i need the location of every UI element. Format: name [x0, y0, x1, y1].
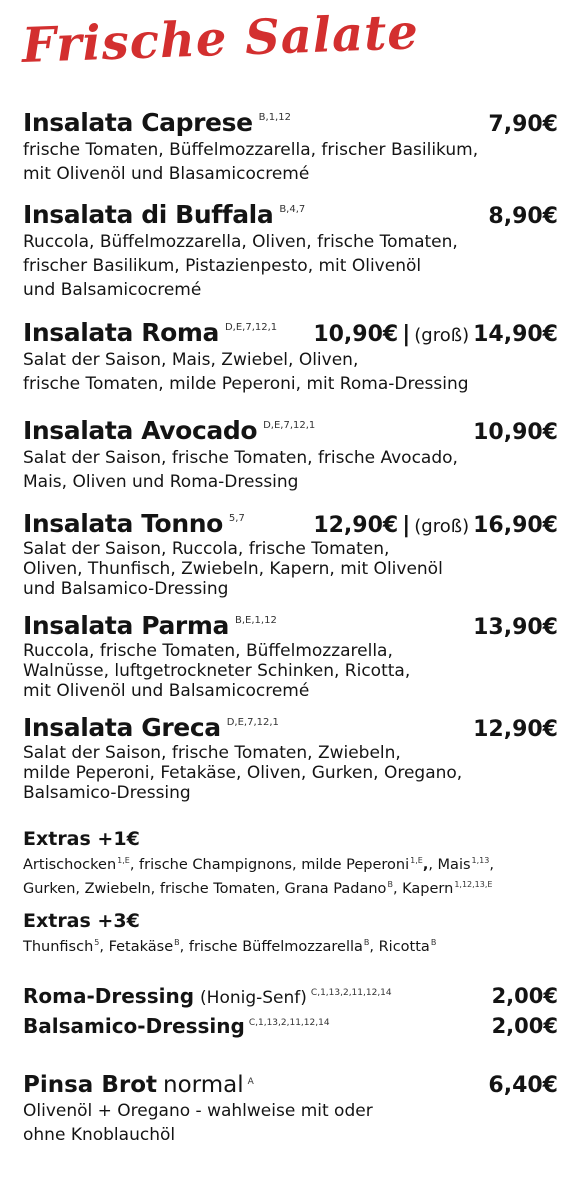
item-price: 8,90€: [488, 204, 558, 229]
item-name: Insalata Parma: [23, 611, 229, 640]
item-price: 10,90€: [473, 420, 558, 445]
item-variant: normal: [163, 1072, 244, 1098]
dressing-name: Roma-Dressing: [23, 984, 195, 1008]
allergen-codes: B,E,1,12: [235, 615, 277, 626]
menu-item-caprese: [23, 108, 558, 186]
dressing-price: 2,00€: [491, 1014, 558, 1038]
item-price: 6,40€: [488, 1073, 558, 1098]
item-name: Insalata Greca: [23, 713, 221, 742]
dressing-name: Balsamico-Dressing: [23, 1014, 245, 1038]
extras-title: Extras +1€: [23, 828, 140, 850]
item-price: 13,90€: [473, 615, 558, 640]
allergen-codes: A: [247, 1077, 254, 1087]
item-name: Insalata Caprese: [23, 108, 253, 137]
item-price: 10,90€: [313, 322, 399, 347]
extras-plus-3: [23, 910, 558, 960]
extras-line: Thunfisch$^5$, Fetakäse$^B$, frische Büffelmozzarella$^B$, Ricotta$^B$: [23, 938, 437, 955]
large-size-label: (groß): [414, 325, 470, 346]
menu-item-greca: [23, 713, 558, 803]
menu-item-pinsa-brot: [23, 1072, 558, 1147]
allergen-codes: D,E,7,12,1: [226, 717, 279, 728]
item-name: Insalata Tonno: [23, 509, 223, 538]
item-name: Insalata Avocado: [23, 416, 258, 445]
item-name: Pinsa Brot: [23, 1072, 158, 1098]
item-name: Insalata Roma: [23, 318, 219, 347]
item-description: Salat der Saison, Mais, Zwiebel, Oliven, frische Tomaten, milde Peperoni, mit Roma-Dressing: [23, 350, 469, 394]
extras-title: Extras +3€: [23, 910, 140, 932]
dressing-balsamico: [23, 1014, 558, 1038]
item-description: Ruccola, Büffelmozzarella, Oliven, frische Tomaten, frischer Basilikum, Pistazienpesto, mit Olivenöl und Balsamicocremé: [23, 232, 458, 300]
menu-item-roma: [23, 318, 558, 396]
page-title: Frische Salate: [21, 4, 420, 74]
extras-line: Artischocken$^{1,E}$, frische Champignons, milde Peperoni$^{1,E}$,, Mais$^{1,13}$,: [23, 856, 494, 873]
dressing-roma: [23, 984, 558, 1008]
allergen-codes: D,E,7,12,1: [263, 420, 316, 431]
allergen-codes: C,1,13,2,11,12,14: [248, 1018, 330, 1028]
price-separator: |: [402, 513, 411, 538]
menu-item-buffala: [23, 200, 558, 302]
item-description: Salat der Saison, frische Tomaten, Zwiebeln, milde Peperoni, Fetakäse, Oliven, Gurken, Oregano, Balsamico-Dressing: [23, 743, 463, 803]
item-price: 7,90€: [488, 112, 558, 137]
large-size-label: (groß): [414, 516, 470, 537]
allergen-codes: 5,7: [228, 513, 245, 524]
dressing-price: 2,00€: [491, 984, 558, 1008]
item-price: 12,90€: [473, 717, 558, 742]
item-description: Salat der Saison, frische Tomaten, frische Avocado, Mais, Oliven und Roma-Dressing: [23, 448, 458, 492]
item-description: frische Tomaten, Büffelmozzarella, frischer Basilikum, mit Olivenöl und Blasamicocremé: [23, 140, 479, 184]
price-separator: |: [402, 322, 411, 347]
extras-plus-1: [23, 828, 558, 902]
item-name: Insalata di Buffala: [23, 200, 274, 229]
item-price-large: 14,90€: [473, 322, 558, 347]
menu-item-avocado: [23, 416, 558, 494]
allergen-codes: B,1,12: [258, 112, 291, 123]
item-description: Olivenöl + Oregano - wahlweise mit oder ohne Knoblauchöl: [23, 1101, 373, 1145]
item-price: 12,90€: [313, 513, 399, 538]
allergen-codes: D,E,7,12,1: [224, 322, 278, 333]
menu-item-tonno: [23, 509, 558, 599]
item-description: Salat der Saison, Ruccola, frische Tomaten, Oliven, Thunfisch, Zwiebeln, Kapern, mit Olivenöl und Balsamico-Dressing: [23, 539, 443, 599]
allergen-codes: C,1,13,2,11,12,14: [310, 988, 392, 998]
item-description: Ruccola, frische Tomaten, Büffelmozzarella, Walnüsse, luftgetrockneter Schinken, Ricotta, mit Olivenöl und Balsamicocremé: [23, 641, 411, 701]
dressing-note: (Honig-Senf): [200, 988, 307, 1008]
allergen-codes: B,4,7: [279, 204, 306, 215]
item-price-large: 16,90€: [473, 513, 558, 538]
extras-line: Gurken, Zwiebeln, frische Tomaten, Grana Padano$^B$, Kapern$^{1,12,13,E}$: [23, 880, 493, 897]
menu-item-parma: [23, 611, 558, 701]
